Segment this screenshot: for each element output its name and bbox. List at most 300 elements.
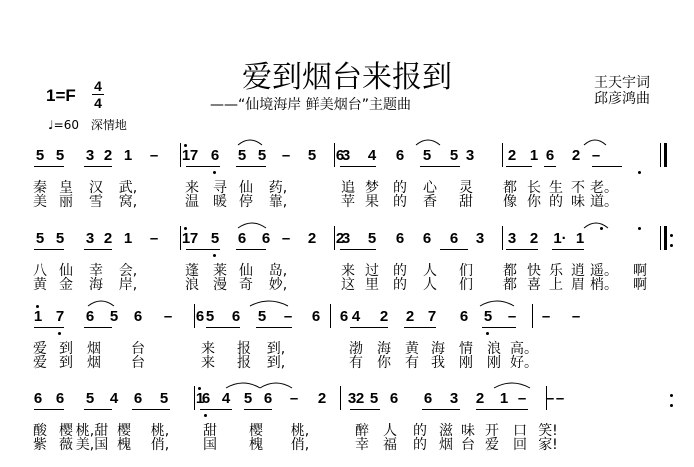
- note: 6: [422, 230, 432, 247]
- note: 6: [545, 147, 555, 164]
- lyric-syllable: 的: [549, 194, 563, 210]
- beam-underline: [350, 327, 388, 328]
- note: 5: [243, 390, 253, 407]
- lyric-syllable: 回: [513, 437, 527, 453]
- note: 6: [195, 308, 205, 325]
- note: 6: [133, 390, 143, 407]
- lyric-syllable: 刚: [459, 355, 473, 371]
- end-barline: [660, 226, 661, 250]
- lyric-syllable: 蓬: [185, 263, 199, 279]
- dash-note: –: [517, 390, 527, 407]
- dash-note: –: [541, 308, 551, 325]
- note: 5: [109, 308, 119, 325]
- lyric-syllable: 暖: [213, 194, 227, 210]
- time-signature: [92, 78, 104, 111]
- note: 2: [507, 147, 517, 164]
- lyric-syllable: 樱: [59, 423, 73, 439]
- note: 3: [465, 147, 475, 164]
- lyric-syllable: 台: [461, 437, 475, 453]
- lyric-syllable: 好。: [510, 355, 538, 371]
- note: 6: [449, 230, 459, 247]
- lyric-syllable: 报: [237, 341, 251, 357]
- beam-underline: [340, 166, 376, 167]
- octave-dot-low: [486, 332, 489, 335]
- lyric-syllable: 的: [393, 180, 407, 196]
- note: 6: [335, 147, 345, 164]
- barline: [330, 304, 331, 328]
- lyric-syllable: 逍: [571, 263, 585, 279]
- octave-dot-low: [213, 254, 216, 257]
- beam-underline: [592, 166, 622, 167]
- note: 5: [55, 147, 65, 164]
- beam-underline: [206, 327, 240, 328]
- note: 6: [261, 230, 271, 247]
- lyric-syllable: 喜: [527, 277, 541, 293]
- note: 6: [311, 308, 321, 325]
- barline: [502, 226, 503, 250]
- composer-credit: 邱彦鸿曲: [594, 91, 650, 107]
- note: 2: [307, 230, 317, 247]
- lyric-syllable: 海: [377, 341, 391, 357]
- beam-underline: [506, 249, 538, 250]
- lyric-syllable: 国: [203, 437, 217, 453]
- beam-underline: [34, 249, 64, 250]
- lyric-syllable: 都: [503, 263, 517, 279]
- lyric-syllable: 丽: [59, 194, 73, 210]
- key-signature: 1=F: [46, 86, 76, 105]
- dash-note: –: [281, 230, 291, 247]
- lyric-syllable: 的: [413, 437, 427, 453]
- lyric-syllable: 仙: [239, 263, 253, 279]
- note: 2: [355, 390, 365, 407]
- note: 4: [367, 147, 377, 164]
- lyric-syllable: 浪: [185, 277, 199, 293]
- dash-note: –: [149, 230, 159, 247]
- lyric-syllable: 停: [239, 194, 253, 210]
- lyric-syllable: 汉: [89, 180, 103, 196]
- lyric-syllable: 刚: [487, 355, 501, 371]
- note: 6: [201, 390, 211, 407]
- lyric-syllable: 里: [365, 277, 379, 293]
- lyric-syllable: 梢。: [590, 277, 618, 293]
- note: 3: [341, 147, 351, 164]
- beam-underline: [186, 249, 220, 250]
- barline: [532, 304, 533, 328]
- lyric-syllable: 酸: [33, 423, 47, 439]
- beam-underline: [354, 409, 374, 410]
- beam-underline: [236, 249, 266, 250]
- lyric-syllable: 你: [527, 194, 541, 210]
- beam-underline: [506, 166, 532, 167]
- note: 6: [395, 230, 405, 247]
- lyric-syllable: 遥。: [590, 263, 618, 279]
- note: 5: [210, 230, 220, 247]
- lyric-syllable: 黄: [33, 277, 47, 293]
- slur-arc: [88, 301, 114, 306]
- lyric-syllable: 烟: [87, 355, 101, 371]
- repeat-dot: [670, 234, 673, 237]
- lyric-syllable: 到: [59, 341, 73, 357]
- beam-underline: [340, 249, 376, 250]
- lyric-syllable: 味: [571, 194, 585, 210]
- beam-underline: [256, 327, 292, 328]
- beam-underline: [482, 327, 516, 328]
- lyric-syllable: 到: [59, 355, 73, 371]
- dash-note: –: [545, 390, 555, 407]
- octave-dot-high: [184, 227, 187, 230]
- lyric-syllable: 心: [423, 180, 437, 196]
- note: 2: [103, 230, 113, 247]
- lyric-syllable: 黄: [405, 341, 419, 357]
- note: 4: [109, 390, 119, 407]
- repeat-dot: [670, 404, 673, 407]
- beam-underline: [422, 409, 460, 410]
- note: 3: [507, 230, 517, 247]
- beam-underline: [186, 166, 220, 167]
- lyric-syllable: 福: [383, 437, 397, 453]
- note: 5: [35, 147, 45, 164]
- beam-underline: [34, 166, 64, 167]
- beam-underline: [544, 166, 556, 167]
- lyric-syllable: 情: [459, 341, 473, 357]
- barline: [502, 143, 503, 167]
- note: 5: [449, 147, 459, 164]
- lyric-syllable: 妙,: [268, 277, 288, 293]
- lyric-syllable: 乐: [549, 263, 563, 279]
- slur-arc: [584, 223, 608, 228]
- note: 1: [499, 390, 509, 407]
- lyric-syllable: 到,: [266, 341, 286, 357]
- note: 1: [575, 230, 585, 247]
- note: 6: [33, 390, 43, 407]
- end-barline: [660, 143, 661, 167]
- note: 2: [529, 230, 539, 247]
- lyric-syllable: 有: [349, 355, 363, 371]
- dash-note: –: [149, 147, 159, 164]
- lyric-syllable: 窝,: [118, 194, 138, 210]
- lyric-syllable: 到,: [266, 355, 286, 371]
- note: 5: [257, 147, 267, 164]
- note: 7: [189, 230, 199, 247]
- note: 1: [123, 230, 133, 247]
- lyric-syllable: 樱: [249, 423, 263, 439]
- lyric-syllable: 台: [131, 355, 145, 371]
- note: 1: [123, 147, 133, 164]
- lyric-syllable: 道。: [590, 194, 618, 210]
- lyric-syllable: 像: [503, 194, 517, 210]
- dash-note: –: [289, 390, 299, 407]
- lyric-syllable: 紫: [33, 437, 47, 453]
- lyric-syllable: 滋: [439, 423, 453, 439]
- lyric-syllable: 渤: [349, 341, 363, 357]
- lyric-syllable: 烟: [439, 437, 453, 453]
- lyric-syllable: 果: [365, 194, 379, 210]
- note: 6: [237, 230, 247, 247]
- octave-dot-low: [638, 171, 641, 174]
- lyric-syllable: 俏,: [150, 437, 170, 453]
- note: 3: [341, 230, 351, 247]
- lyric-syllable: 我: [431, 355, 445, 371]
- lyric-syllable: 甜: [203, 423, 217, 439]
- beam-underline: [132, 409, 170, 410]
- octave-dot-low: [204, 414, 207, 417]
- lyric-syllable: 家!: [538, 437, 558, 453]
- lyric-syllable: 烟: [87, 341, 101, 357]
- note: 6: [85, 308, 95, 325]
- lyric-syllable: 快: [527, 263, 541, 279]
- lyric-syllable: 过: [365, 263, 379, 279]
- note: 5: [35, 230, 45, 247]
- note: 5: [307, 147, 317, 164]
- note: 4: [221, 390, 231, 407]
- lyric-syllable: 仙: [239, 180, 253, 196]
- octave-dot-high: [184, 144, 187, 147]
- lyric-syllable: 药,: [268, 180, 288, 196]
- lyric-syllable: 这: [341, 277, 355, 293]
- dash-note: –: [591, 147, 601, 164]
- slur-arc: [238, 140, 262, 145]
- song-title: 爱到烟台来报到: [242, 60, 452, 95]
- beam-underline: [200, 409, 232, 410]
- time-signature-top: 4: [94, 78, 102, 94]
- note: 7: [427, 308, 437, 325]
- lyric-syllable: 开: [485, 423, 499, 439]
- lyric-syllable: 的: [393, 277, 407, 293]
- lyric-syllable: 上: [549, 277, 563, 293]
- slur-arc: [250, 301, 288, 306]
- lyric-syllable: 莱: [213, 263, 227, 279]
- end-barline-thick: [664, 143, 667, 167]
- lyric-syllable: 漫: [213, 277, 227, 293]
- lyric-syllable: 爱: [485, 437, 499, 453]
- octave-dot-high: [198, 387, 201, 390]
- lyric-syllable: 武,: [118, 180, 138, 196]
- lyric-syllable: 爱: [33, 355, 47, 371]
- octave-dot-low: [213, 171, 216, 174]
- beam-underline: [440, 249, 468, 250]
- note: 3: [475, 230, 485, 247]
- note: 2: [571, 147, 581, 164]
- note: 1: [33, 308, 43, 325]
- note: 1: [195, 390, 205, 407]
- dash-note: –: [163, 308, 173, 325]
- lyric-syllable: 的: [393, 194, 407, 210]
- note: 7: [55, 308, 65, 325]
- slur-arc: [494, 383, 530, 388]
- note: 2: [335, 230, 345, 247]
- beam-underline: [84, 327, 112, 328]
- lyric-syllable: 雪: [89, 194, 103, 210]
- lyric-syllable: 桃,: [150, 423, 170, 439]
- beam-underline: [244, 409, 272, 410]
- beam-underline: [84, 409, 112, 410]
- lyric-syllable: 皇: [59, 180, 73, 196]
- lyric-syllable: 槐: [117, 437, 131, 453]
- note: 6: [231, 308, 241, 325]
- note: 6: [263, 390, 273, 407]
- lyric-syllable: 岸,: [118, 277, 138, 293]
- octave-dot-high: [638, 227, 641, 230]
- lyric-syllable: 追: [341, 180, 355, 196]
- lyric-syllable: 岛,: [268, 263, 288, 279]
- lyric-syllable: 有: [405, 355, 419, 371]
- lyric-syllable: 人: [383, 423, 397, 439]
- note: 1: [529, 147, 539, 164]
- note: 6: [395, 147, 405, 164]
- note: 6: [459, 308, 469, 325]
- tempo-value: ♩=60: [48, 118, 79, 132]
- lyric-syllable: 报: [237, 355, 251, 371]
- lyric-syllable: 梦: [365, 180, 379, 196]
- octave-dot-low: [58, 332, 61, 335]
- lyric-syllable: 樱: [117, 423, 131, 439]
- lyric-syllable: 香: [423, 194, 437, 210]
- lyric-syllable: 人: [423, 263, 437, 279]
- beam-underline: [34, 409, 64, 410]
- beam-underline: [84, 166, 112, 167]
- dash-note: –: [281, 147, 291, 164]
- note: 3: [347, 390, 357, 407]
- lyric-syllable: 们: [459, 263, 473, 279]
- lyric-syllable: 八: [33, 263, 47, 279]
- lyric-syllable: 苹: [341, 194, 355, 210]
- note: 5: [85, 390, 95, 407]
- lyric-syllable: 爱: [33, 341, 47, 357]
- lyric-syllable: 们: [459, 277, 473, 293]
- lyric-syllable: 生: [549, 180, 563, 196]
- lyric-syllable: 秦: [33, 180, 47, 196]
- note: 6: [133, 308, 143, 325]
- lyric-syllable: 会,: [118, 263, 138, 279]
- beam-underline: [84, 249, 112, 250]
- lyric-syllable: 都: [503, 277, 517, 293]
- lyric-syllable: 浪: [487, 341, 501, 357]
- lyric-syllable: 口: [513, 423, 527, 439]
- lyric-syllable: 温: [185, 194, 199, 210]
- lyric-syllable: 薇: [59, 437, 73, 453]
- note: 1: [181, 147, 191, 164]
- beam-underline: [420, 166, 460, 167]
- note: 5: [159, 390, 169, 407]
- lyric-syllable: 金: [59, 277, 73, 293]
- note: 6: [389, 390, 399, 407]
- lyric-syllable: 来: [201, 355, 215, 371]
- note: 6: [210, 147, 220, 164]
- note: 2: [103, 147, 113, 164]
- lyric-syllable: 笑!: [538, 423, 558, 439]
- lyric-syllable: 来: [341, 263, 355, 279]
- note: 6: [339, 308, 349, 325]
- lyric-syllable: 槐: [249, 437, 263, 453]
- note: 2: [317, 390, 327, 407]
- lyric-syllable: 啊: [633, 277, 647, 293]
- octave-dot-high: [600, 227, 603, 230]
- lyric-syllable: 仙: [59, 263, 73, 279]
- beam-underline: [236, 166, 266, 167]
- slur-arc: [238, 223, 266, 228]
- lyric-syllable: 的: [393, 263, 407, 279]
- note: 6: [55, 390, 65, 407]
- dash-note: –: [283, 308, 293, 325]
- lyric-syllable: 灵: [459, 180, 473, 196]
- lyric-syllable: 味: [461, 423, 475, 439]
- note: 5: [205, 308, 215, 325]
- note: 6: [423, 390, 433, 407]
- repeat-dot: [670, 244, 673, 247]
- note: 5: [367, 230, 377, 247]
- dash-note: –: [571, 308, 581, 325]
- note: 3: [85, 230, 95, 247]
- note: 2: [405, 308, 415, 325]
- song-subtitle: ——“仙境海岸 鲜美烟台”主题曲: [210, 97, 411, 113]
- lyric-syllable: 高。: [510, 341, 538, 357]
- lyric-syllable: 来: [185, 180, 199, 196]
- slur-arc: [416, 140, 440, 145]
- note: 2: [379, 308, 389, 325]
- lyric-syllable: 桃,甜: [75, 423, 109, 439]
- slur-arc: [584, 140, 606, 145]
- beam-underline: [552, 249, 584, 250]
- slur-arc: [480, 301, 514, 306]
- beam-underline: [498, 409, 528, 410]
- lyric-syllable: 眉: [571, 277, 585, 293]
- note: 1·: [553, 230, 567, 247]
- lyric-syllable: 俏,: [290, 437, 310, 453]
- note: 5: [422, 147, 432, 164]
- slur-arc: [226, 383, 260, 388]
- lyric-syllable: 长: [527, 180, 541, 196]
- lyric-syllable: 台: [131, 341, 145, 357]
- barline: [340, 386, 341, 410]
- lyric-syllable: 你: [377, 355, 391, 371]
- lyric-syllable: 美,国: [75, 437, 109, 453]
- note: 3: [449, 390, 459, 407]
- note: 3: [85, 147, 95, 164]
- lyric-syllable: 都: [503, 180, 517, 196]
- octave-dot-high: [36, 305, 39, 308]
- slur-arc: [260, 383, 292, 388]
- note: 5: [55, 230, 65, 247]
- note: 7: [189, 147, 199, 164]
- lyric-syllable: 的: [413, 423, 427, 439]
- dash-note: –: [555, 390, 565, 407]
- note: 2: [475, 390, 485, 407]
- beam-underline: [34, 327, 64, 328]
- lyric-syllable: 来: [201, 341, 215, 357]
- time-signature-bottom: 4: [94, 95, 102, 111]
- note: 4: [351, 308, 361, 325]
- lyric-syllable: 桃,: [290, 423, 310, 439]
- note: 5: [237, 147, 247, 164]
- lyric-syllable: 寻: [213, 180, 227, 196]
- lyric-syllable: 幸: [89, 263, 103, 279]
- beam-underline: [404, 327, 436, 328]
- note: 5: [483, 308, 493, 325]
- end-barline-thick: [664, 226, 667, 250]
- lyric-syllable: 醉: [355, 423, 369, 439]
- dash-note: –: [507, 308, 517, 325]
- lyric-syllable: 幸: [355, 437, 369, 453]
- lyric-syllable: 不: [571, 180, 585, 196]
- lyric-syllable: 美: [33, 194, 47, 210]
- note: 1: [181, 230, 191, 247]
- lyricist-credit: 王天宇词: [594, 75, 650, 91]
- lyric-syllable: 甜: [459, 194, 473, 210]
- note: 5: [369, 390, 379, 407]
- lyric-syllable: 奇: [239, 277, 253, 293]
- lyric-syllable: 啊: [633, 263, 647, 279]
- repeat-dot: [670, 394, 673, 397]
